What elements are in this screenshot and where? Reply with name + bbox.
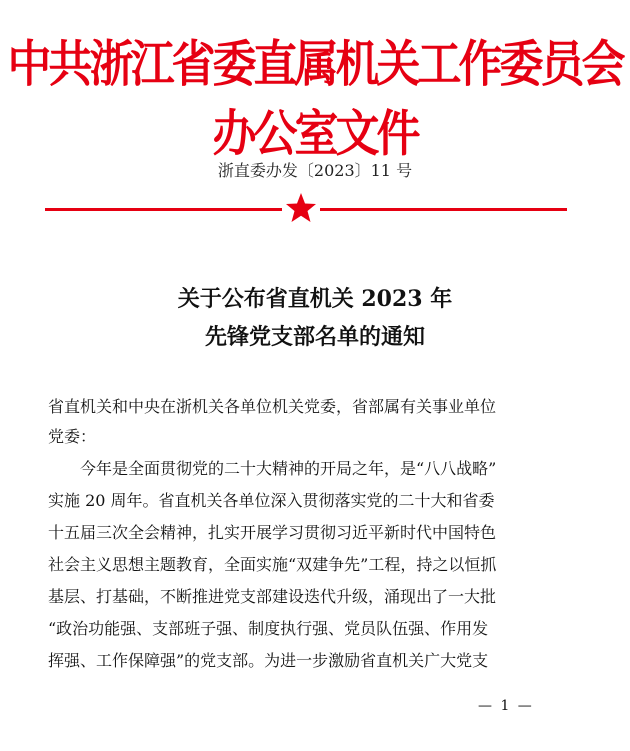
body-line: 社会主义思想主题教育，全面实施“双建争先”工程，持之以恒抓	[48, 555, 497, 574]
red-star-icon	[285, 192, 317, 224]
document-number: 浙直委办发〔2023〕11 号	[217, 161, 413, 180]
body-line: 党委：	[48, 427, 97, 446]
body-line: 挥强、工作保障强”的党支部。为进一步激励省直机关广大党支	[48, 651, 489, 670]
body-line: 基层、打基础，不断推进党支部建设迭代升级，涌现出了一大批	[48, 587, 497, 606]
notice-title-line-2: 先锋党支部名单的通知	[204, 324, 425, 350]
body-line: 省直机关和中央在浙机关各单位机关党委，省部属有关事业单位	[48, 397, 497, 416]
body-line: 十五届三次全会精神，扎实开展学习贯彻习近平新时代中国特色	[48, 523, 497, 542]
body-line: 今年是全面贯彻党的二十大精神的开局之年，是“八八战略”	[80, 459, 497, 478]
page-number: — 1 —	[478, 698, 534, 714]
body-line: “政治功能强、支部班子强、制度执行强、党员队伍强、作用发	[48, 619, 489, 638]
document-header-title: 中共浙江省委直属机关工作委员会办公室文件	[7, 36, 623, 163]
notice-title-line-1: 关于公布省直机关 2023 年	[177, 286, 453, 312]
red-divider-left	[45, 208, 282, 211]
red-divider-right	[320, 208, 567, 211]
body-line: 实施 20 周年。省直机关各单位深入贯彻落实党的二十大和省委	[48, 491, 495, 510]
